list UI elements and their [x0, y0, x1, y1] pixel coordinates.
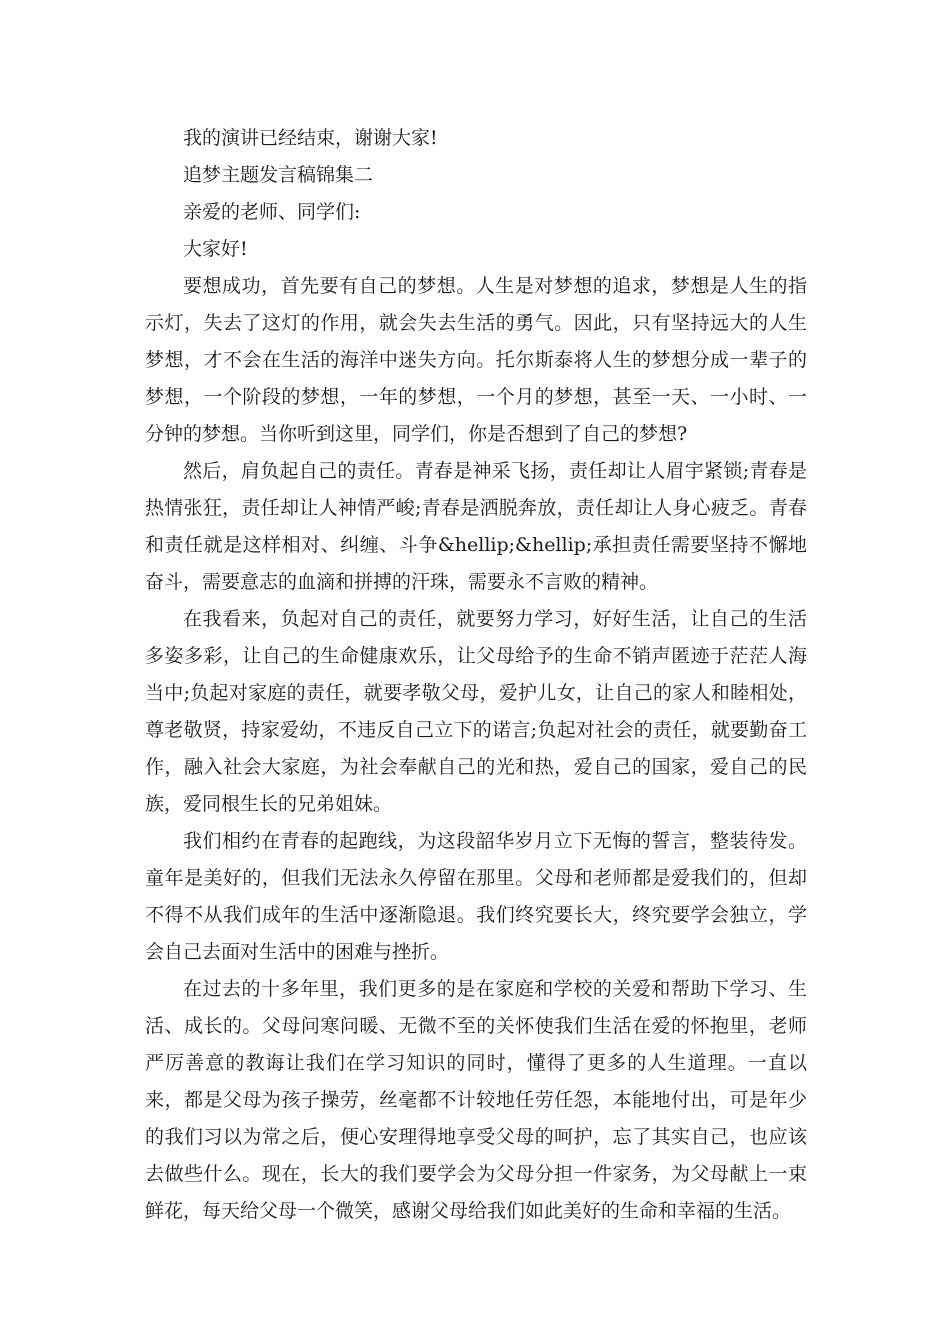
greeting: 大家好! [183, 238, 248, 260]
paragraph-dream: 要想成功，首先要有自己的梦想。人生是对梦想的追求，梦想是人生的指示灯，失去了这灯的作用，就会失去生活的勇气。因此，只有坚持远大的人生梦想，才不会在生活的海洋中迷失方向。托尔斯泰将人生的梦想分成一辈子的梦想，一个阶段的梦想，一年的梦想，一个月的梦想，甚至一天、一小时、一分钟的梦想。当你听到这里，同学们，你是否想到了自己的梦想? [145, 275, 807, 445]
paragraph-closing: 我的演讲已经结束，谢谢大家! [183, 127, 438, 149]
paragraph-parents: 在过去的十多年里，我们更多的是在家庭和学校的关爱和帮助下学习、生活、成长的。父母问寒问暖、无微不至的关怀使我们生活在爱的怀抱里，老师严厉善意的教诲让我们在学习知识的同时，懂得了更多的人生道理。一直以来，都是父母为孩子操劳，丝毫都不计较地任劳任怨，本能地付出，可是年少的我们习以为常之后，便心安理得地享受父母的呵护，忘了其实自己，也应该去做些什么。现在，长大的我们要学会为父母分担一件家务，为父母献上一束鲜花，每天给父母一个微笑，感谢父母给我们如此美好的生命和幸福的生活。 [145, 978, 807, 1222]
section-title: 追梦主题发言稿锦集二 [183, 164, 374, 186]
paragraph-duties: 在我看来，负起对自己的责任，就要努力学习，好好生活，让自己的生活多姿多彩，让自己的生命健康欢乐，让父母给予的生命不销声匿迹于茫茫人海当中;负起对家庭的责任，就要孝敬父母，爱护儿女，让自己的家人和睦相处，尊老敬贤，持家爱幼，不违反自己立下的诺言;负起对社会的责任，就要勤奋工作，融入社会大家庭，为社会奉献自己的光和热，爱自己的国家，爱自己的民族，爱同根生长的兄弟姐妹。 [145, 608, 807, 815]
salutation: 亲爱的老师、同学们: [183, 201, 361, 223]
paragraph-youth: 我们相约在青春的起跑线，为这段韶华岁月立下无悔的誓言，整装待发。童年是美好的，但我们无法永久停留在那里。父母和老师都是爱我们的，但却不得不从我们成年的生活中逐渐隐退。我们终究要长大，终究要学会独立，学会自己去面对生活中的困难与挫折。 [145, 830, 807, 963]
document-body [145, 120, 807, 1230]
paragraph-responsibility: 然后，肩负起自己的责任。青春是神采飞扬，责任却让人眉宇紧锁;青春是热情张狂，责任却让人神情严峻;青春是洒脱奔放，责任却让人身心疲乏。青春和责任就是这样相对、纠缠、斗争&hellip;&hellip;承担责任需要坚持不懈地奋斗，需要意志的血滴和拼搏的汗珠，需要永不言败的精神。 [145, 460, 807, 593]
